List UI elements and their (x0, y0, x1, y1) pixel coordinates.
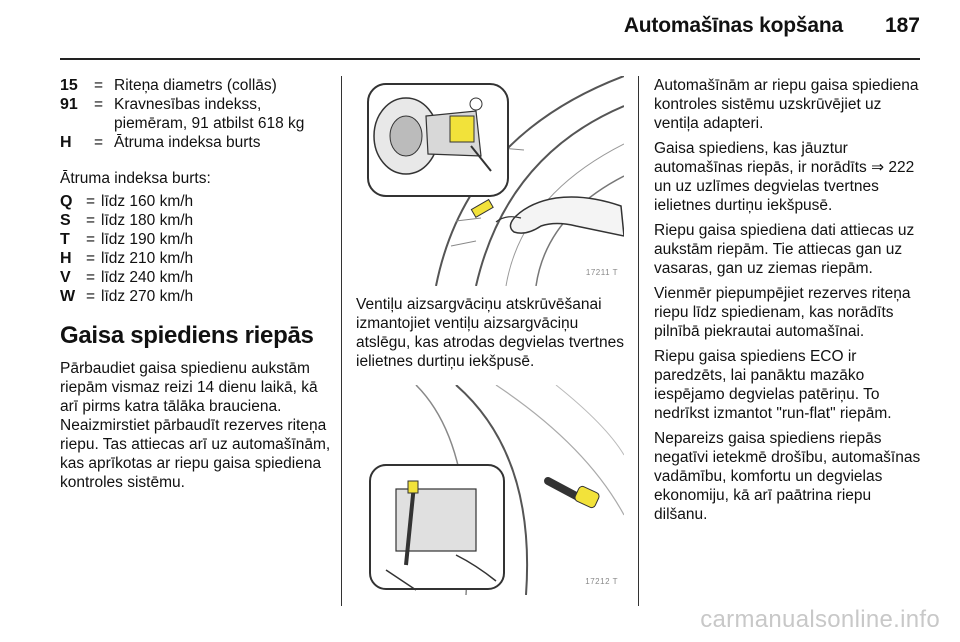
definition-text: Ātruma indeksa burts (114, 134, 261, 151)
section-title: Gaisa spiediens riepās (60, 322, 314, 349)
chapter-title: Automašīnas kopšana (623, 14, 843, 37)
body-paragraph: Riepu gaisa spiediens ECO ir paredzēts, lai panāktu mazāko iespējamo degvielas patēriņu. To nedrīkst izmantot "run-flat" riepām. (654, 348, 892, 422)
body-paragraph: Vienmēr piepumpējiet rezerves riteņa riepu līdz spiedienam, kas norādīts pilnībā piekrautai automašīnai. (654, 285, 911, 340)
definition-eq: = (94, 77, 104, 94)
column-2 (356, 76, 624, 604)
figure-code: 17211 T (585, 268, 618, 277)
body-paragraph: Nepareizs gaisa spiediens riepās negatīvi ietekmē drošību, automašīnas vadāmību, komfortu un degvielas ekonomiju, kā arī paātrina riepu dilšanu. (654, 430, 921, 523)
speed-key: H (60, 250, 72, 267)
page-header (624, 14, 920, 38)
body-paragraph: Riepu gaisa spiediena dati attiecas uz aukstām riepām. Tie attiecas gan uz vasaras, gan uz ziemas riepām. (654, 222, 915, 277)
speed-key: V (60, 269, 71, 286)
definition-row (60, 133, 332, 152)
definition-row (60, 76, 332, 95)
speed-text: līdz 160 km/h (101, 193, 194, 210)
speed-key: Q (60, 193, 73, 210)
speed-eq: = (86, 231, 96, 248)
speed-key: W (60, 288, 76, 305)
speed-text: līdz 210 km/h (101, 250, 194, 267)
speed-text: līdz 270 km/h (101, 288, 194, 305)
definition-text: Kravnesības indekss, piemēram, 91 atbilst 618 kg (114, 96, 305, 132)
speed-index-row (60, 268, 332, 287)
speed-index-row (60, 249, 332, 268)
speed-index-row (60, 211, 332, 230)
definition-row (60, 95, 332, 133)
body-paragraph: Gaisa spiediens, kas jāuztur automašīnas riepās, ir norādīts ⇒ 222 un uz uzlīmes degvielas tvertnes ielietnes durtiņu iekšpusē. (654, 140, 915, 214)
speed-text: līdz 240 km/h (101, 269, 194, 286)
speed-text: līdz 190 km/h (101, 231, 194, 248)
speed-eq: = (86, 269, 96, 286)
speed-index-heading: Ātruma indeksa burts: (60, 170, 211, 187)
speed-key: T (60, 231, 70, 248)
header-rule (60, 58, 920, 60)
speed-key: S (60, 212, 71, 229)
speed-index-row (60, 287, 332, 306)
definition-eq: = (94, 96, 104, 113)
definition-key: 15 (60, 77, 78, 94)
speed-index-row (60, 230, 332, 249)
body-paragraph: Automašīnām ar riepu gaisa spiediena kontroles sistēmu uzskrūvējiet uz ventiļa adapteri. (654, 77, 919, 132)
column-3 (654, 76, 924, 530)
valve-cap-wrench-illustration (356, 76, 624, 286)
speed-eq: = (86, 288, 96, 305)
watermark: carmanualsonline.info (700, 606, 940, 633)
definition-key: 91 (60, 96, 78, 113)
column-divider-1 (341, 76, 342, 606)
speed-text: līdz 180 km/h (101, 212, 194, 229)
figure-valve-adapter (356, 385, 624, 595)
definition-text: Riteņa diametrs (collās) (114, 77, 277, 94)
definition-eq: = (94, 134, 104, 151)
figure-caption: Ventiļu aizsargvāciņu atskrūvēšanai izmantojiet ventiļu aizsargvāciņu atslēgu, kas atrodas degvielas tvertnes ielietnes durtiņu iekšpusē. (356, 296, 624, 370)
speed-eq: = (86, 212, 96, 229)
speed-eq: = (86, 250, 96, 267)
figure-valve-cap-wrench (356, 76, 624, 286)
valve-adapter-illustration (356, 385, 624, 595)
body-paragraph: Pārbaudiet gaisa spiedienu aukstām riepām vismaz reizi 14 dienu laikā, kā arī pirms katra tālāka brauciena. Neaizmirstiet pārbaudīt rezerves riteņa riepu. Tas attiecas arī uz automašīnām, kas aprīkotas ar riepu gaisa spiediena kontroles sistēmu. (60, 360, 331, 491)
column-1 (60, 76, 332, 498)
definition-key: H (60, 134, 72, 151)
figure-code: 17212 T (585, 577, 618, 586)
column-divider-2 (638, 76, 639, 606)
speed-eq: = (86, 193, 96, 210)
speed-index-row (60, 192, 332, 211)
page-number: 187 (884, 14, 920, 37)
